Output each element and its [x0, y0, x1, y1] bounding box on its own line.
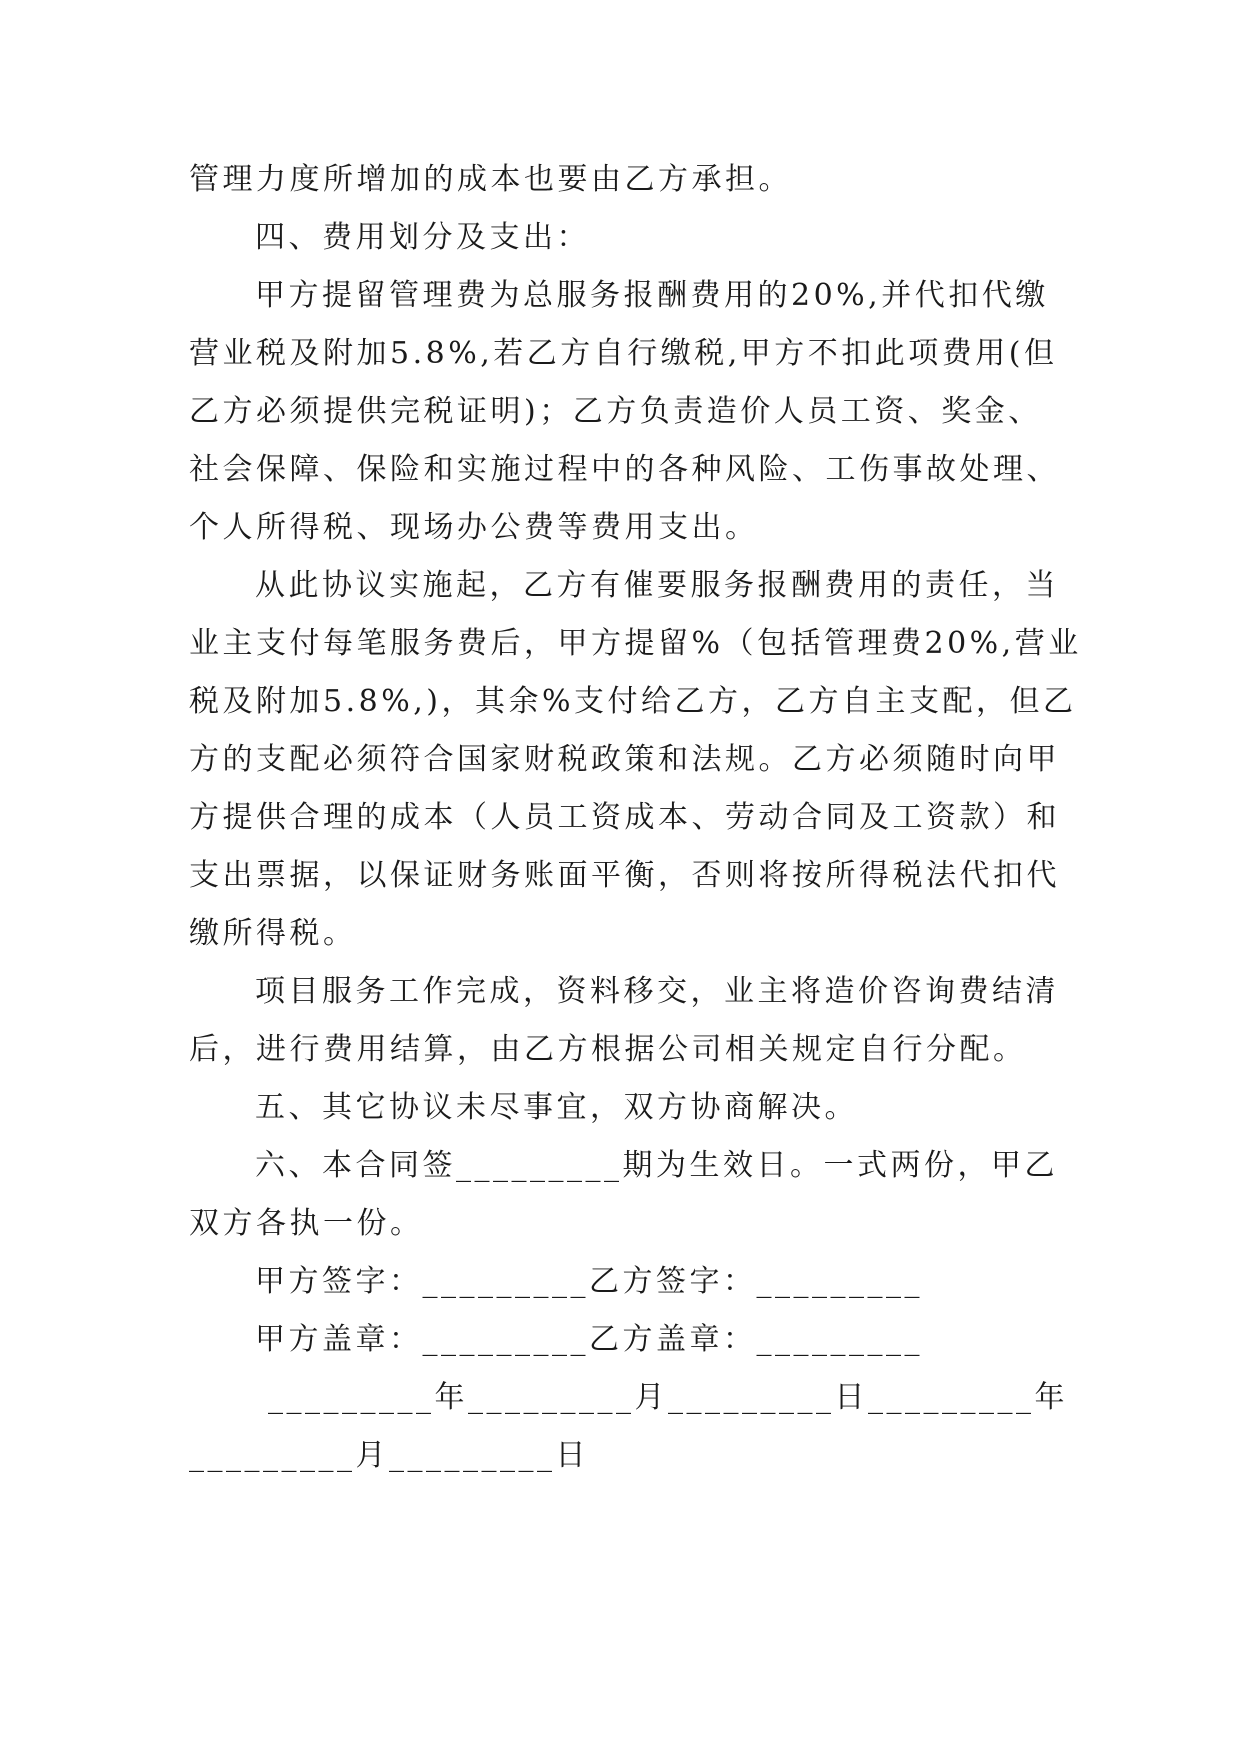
- section-heading-6: 六、本合同签_________期为生效日。一式两份，甲乙: [255, 1148, 1058, 1183]
- text-line-10: 税及附加5.8%,)，其余%支付给乙方，乙方自主支配，但乙: [189, 684, 1077, 719]
- text-line-8: 从此协议实施起，乙方有催要服务报酬费用的责任，当: [255, 568, 1059, 603]
- text-line-1: 管理力度所增加的成本也要由乙方承担。: [189, 162, 792, 197]
- text-line-14: 缴所得税。: [189, 916, 357, 951]
- text-line-13: 支出票据，以保证财务账面平衡，否则将按所得税法代扣代: [189, 858, 1060, 893]
- text-line-12: 方提供合理的成本（人员工资成本、劳动合同及工资款）和: [189, 800, 1060, 835]
- date-line-1: _________年_________月_________日_________年: [255, 1380, 1069, 1415]
- signature-line: 甲方签字：_________乙方签字：_________: [255, 1264, 923, 1299]
- text-line-5: 乙方必须提供完税证明)；乙方负责造价人员工资、奖金、: [189, 394, 1042, 429]
- seal-line: 甲方盖章：_________乙方盖章：_________: [255, 1322, 923, 1357]
- text-line-15: 项目服务工作完成，资料移交，业主将造价咨询费结清: [255, 974, 1059, 1009]
- text-line-9: 业主支付每笔服务费后，甲方提留%（包括管理费20%,营业: [189, 626, 1082, 661]
- text-line-6: 社会保障、保险和实施过程中的各种风险、工伤事故处理、: [189, 452, 1060, 487]
- text-line-7: 个人所得税、现场办公费等费用支出。: [189, 510, 759, 545]
- date-line-2: _________月_________日: [189, 1438, 589, 1473]
- text-line-16: 后，进行费用结算，由乙方根据公司相关规定自行分配。: [189, 1032, 1027, 1067]
- text-line-19: 双方各执一份。: [189, 1206, 424, 1241]
- section-heading-5: 五、其它协议未尽事宜，双方协商解决。: [255, 1090, 858, 1125]
- section-heading-4: 四、费用划分及支出：: [255, 220, 590, 255]
- text-line-11: 方的支配必须符合国家财税政策和法规。乙方必须随时向甲: [189, 742, 1060, 777]
- text-line-3: 甲方提留管理费为总服务报酬费用的20%,并代扣代缴: [255, 278, 1049, 313]
- text-line-4: 营业税及附加5.8%,若乙方自行缴税,甲方不扣此项费用(但: [189, 336, 1058, 371]
